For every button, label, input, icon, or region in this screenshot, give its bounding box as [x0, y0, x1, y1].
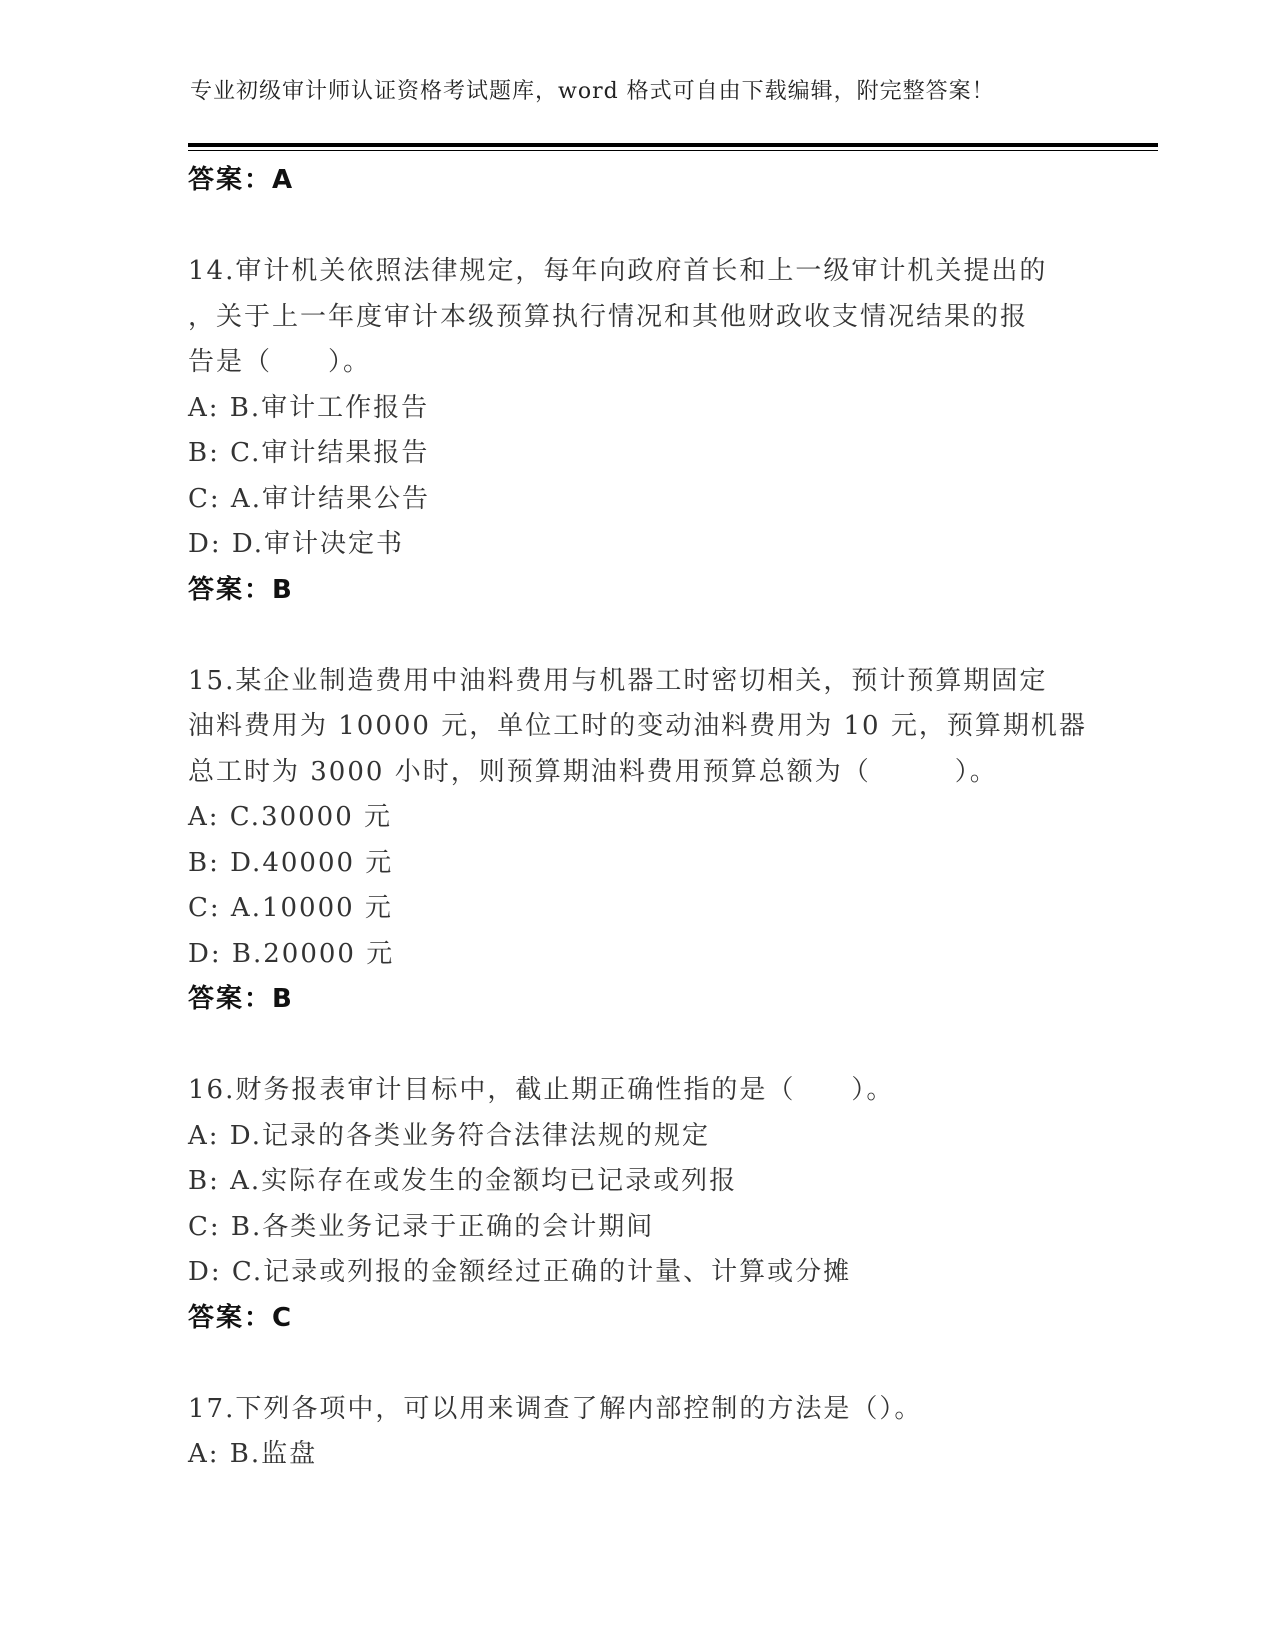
- header-rule-thick: [188, 143, 1158, 147]
- answer-line: 答案：B: [188, 574, 294, 605]
- document-body: [188, 158, 1088, 1478]
- option-d: D: D.审计决定书: [188, 529, 405, 559]
- question-stem: 17.下列各项中，可以用来调查了解内部控制的方法是（）。: [188, 1393, 923, 1424]
- answer-line: 答案：A: [188, 165, 295, 195]
- option-b: B: D.40000 元: [188, 847, 394, 878]
- question-stem: 油料费用为 10000 元，单位工时的变动油料费用为 10 元，预算期机器: [188, 711, 1087, 741]
- question-stem: 15.某企业制造费用中油料费用与机器工时密切相关，预计预算期固定: [188, 665, 1048, 696]
- option-c: C: A.10000 元: [188, 893, 393, 923]
- page-header: 专业初级审计师认证资格考试题库，word 格式可自由下载编辑，附完整答案！: [190, 79, 995, 104]
- option-c: C: A.审计结果公告: [188, 483, 430, 514]
- option-a: A: B.审计工作报告: [188, 392, 430, 423]
- header-rule-thin: [188, 150, 1158, 151]
- question-block: [188, 1068, 1088, 1341]
- option-b: B: C.审计结果报告: [188, 438, 430, 468]
- answer-line: 答案：C: [188, 1302, 294, 1333]
- option-b: B: A.实际存在或发生的金额均已记录或列报: [188, 1166, 738, 1196]
- question-block: [188, 1387, 1088, 1478]
- question-stem: 16.财务报表审计目标中，截止期正确性指的是（ ）。: [188, 1075, 895, 1105]
- option-c: C: B.各类业务记录于正确的会计期间: [188, 1211, 655, 1242]
- option-a: A: C.30000 元: [188, 802, 393, 832]
- question-stem: 14.审计机关依照法律规定，每年向政府首长和上一级审计机关提出的: [188, 256, 1048, 286]
- option-d: D: B.20000 元: [188, 938, 395, 969]
- question-block: [188, 659, 1088, 1023]
- question-block: [188, 249, 1088, 613]
- answer-line: 答案：B: [188, 984, 294, 1014]
- option-a: A: B.监盘: [188, 1439, 318, 1469]
- question-stem: ，关于上一年度审计本级预算执行情况和其他财政收支情况结果的报: [188, 301, 1029, 332]
- question-stem: 告是（ ）。: [188, 347, 372, 377]
- option-d: D: C.记录或列报的金额经过正确的计量、计算或分摊: [188, 1257, 852, 1287]
- question-stem: 总工时为 3000 小时，则预算期油料费用预算总额为（ ）。: [188, 756, 998, 787]
- option-a: A: D.记录的各类业务符合法律法规的规定: [188, 1120, 710, 1151]
